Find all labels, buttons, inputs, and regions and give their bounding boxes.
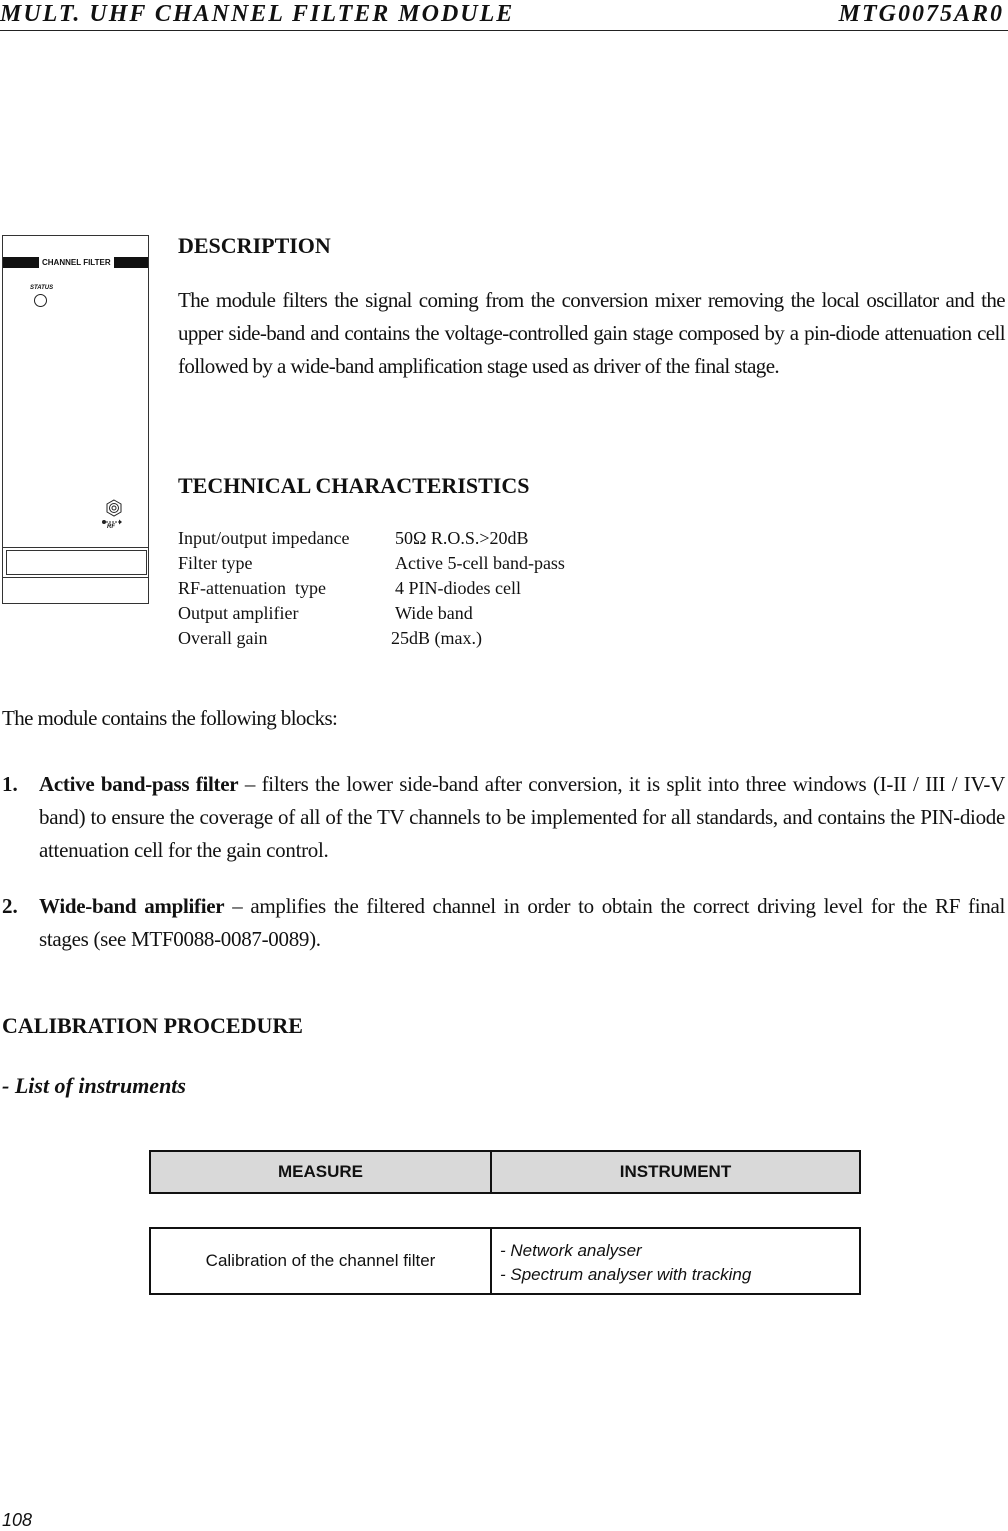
- instrument-line: - Network analyser: [500, 1241, 642, 1260]
- instruments-table-header: [149, 1150, 861, 1194]
- description-text: The module filters the signal coming from the conversion mixer removing the local oscillator and the upper side-band and contains the voltage-controlled gain stage composed by a pin-diode attenuation cell followed by a wide-band amplification stage used as driver of the final stage.: [178, 288, 1005, 378]
- technical-key: Overall gain: [178, 628, 268, 648]
- rf-connector-icon: [105, 499, 123, 517]
- technical-key: Output amplifier: [178, 603, 299, 623]
- page-number: 108: [2, 1510, 33, 1530]
- list-item-title: Active band-pass filter: [39, 772, 239, 796]
- technical-row: [178, 526, 628, 551]
- panel-slot: [6, 550, 147, 575]
- page-header: [0, 0, 1008, 31]
- list-item-number: 2.: [2, 894, 18, 918]
- instruments-subheading: - List of instruments: [2, 1073, 186, 1098]
- description-heading: DESCRIPTION: [178, 233, 331, 258]
- calibration-heading: CALIBRATION PROCEDURE: [2, 1013, 303, 1038]
- list-item-number: 1.: [2, 772, 18, 796]
- list-item-body: [39, 890, 1005, 956]
- panel-title-bar: [3, 257, 148, 268]
- list-item-title: Wide-band amplifier: [39, 894, 225, 918]
- technical-row: [178, 576, 628, 601]
- list-item: [2, 768, 1005, 868]
- front-panel-figure: [2, 235, 149, 604]
- panel-title: CHANNEL FILTER: [39, 257, 114, 268]
- technical-value: 25dB (max.): [391, 628, 482, 648]
- technical-key: Input/output impedance: [178, 528, 350, 548]
- header-code: MTG0075AR0: [838, 1, 1004, 27]
- technical-row: [178, 626, 628, 651]
- list-item-text: – filters the lower side-band after conversion, it is split into three windows (I-II / III / IV-V band) to ensure the coverage of all of the TV channels to be implemented for all standards, and contains the PIN-diode attenuation cell for the gain control.: [39, 772, 1005, 862]
- technical-row: [178, 551, 628, 576]
- instrument-line: - Spectrum analyser with tracking: [500, 1265, 752, 1284]
- list-item: [2, 890, 1005, 960]
- rf-label: RF: [107, 524, 115, 530]
- technical-value: Wide band: [395, 603, 473, 623]
- technical-heading: TECHNICAL CHARACTERISTICS: [178, 473, 530, 498]
- technical-value: 50Ω R.O.S.>20dB: [395, 528, 529, 548]
- technical-value: Active 5-cell band-pass: [395, 553, 565, 573]
- blocks-intro: The module contains the following blocks:: [2, 706, 338, 730]
- technical-key: Filter type: [178, 553, 253, 573]
- panel-divider: [3, 577, 148, 578]
- header-title: MULT. UHF CHANNEL FILTER MODULE: [0, 1, 515, 27]
- list-item-body: [39, 768, 1005, 867]
- instrument-cell: [492, 1229, 859, 1293]
- technical-value: 4 PIN-diodes cell: [395, 578, 521, 598]
- measure-cell: Calibration of the channel filter: [151, 1229, 492, 1293]
- technical-row: [178, 601, 628, 626]
- panel-divider: [3, 547, 148, 548]
- technical-key: RF-attenuation type: [178, 578, 326, 598]
- table-row: [149, 1227, 861, 1295]
- status-led-icon: [34, 294, 47, 307]
- status-label: STATUS: [30, 285, 54, 291]
- measure-column-header: MEASURE: [151, 1152, 492, 1192]
- technical-table: [178, 526, 628, 651]
- list-item-text: – amplifies the filtered channel in order to obtain the correct driving level for the RF final stages (see MTF0088-0087-0089).: [39, 894, 1005, 951]
- instrument-column-header: INSTRUMENT: [619, 1162, 732, 1181]
